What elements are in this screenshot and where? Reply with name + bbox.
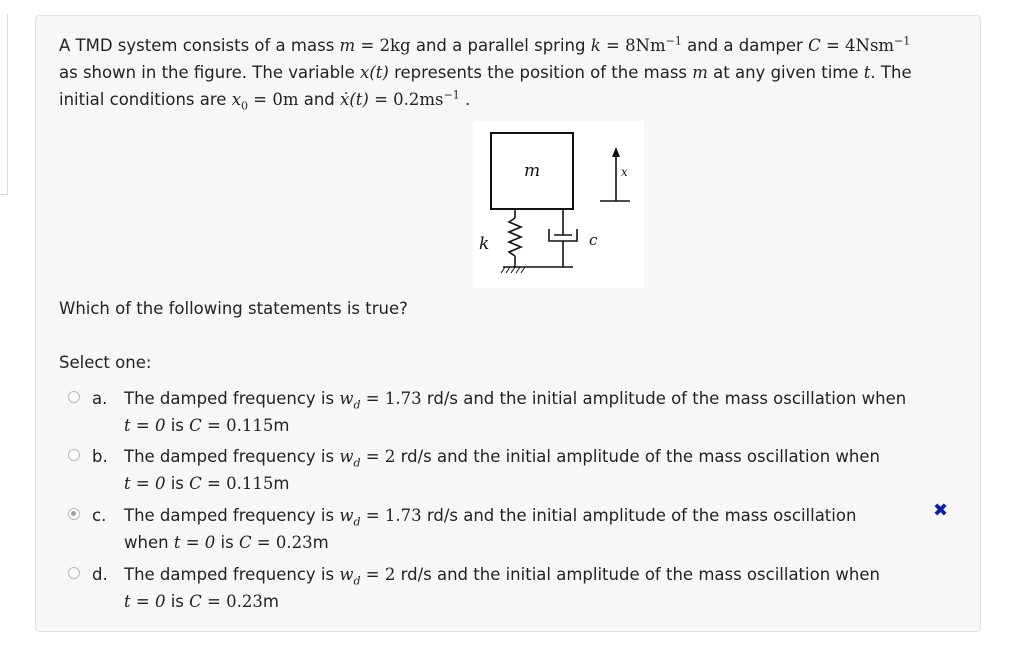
arrow-up-icon bbox=[612, 147, 620, 157]
axis-label: x bbox=[621, 165, 628, 179]
option-text: The damped frequency is $w_d = 1.73$ rd/s and the initial amplitude of the mass oscillation when t = 0 is C = 0.115m bbox=[124, 389, 907, 435]
question-text: A TMD system consists of a mass m = 2kg and a parallel spring $k = 8Nm^{-1}$ and a damper C = 4Nsm$^{-1}$ as shown in the figure. The variable x(t) represents the position of the mass m at any given time t. The initial conditions are $x_0 = 0m$ and ẋ(t) = $0.2ms^{-1}$ . bbox=[59, 34, 912, 113]
incorrect-cross-icon: ✖ bbox=[933, 500, 949, 521]
damper-label: c bbox=[589, 231, 598, 249]
option-letter: d. bbox=[92, 565, 108, 584]
radio-button-c[interactable] bbox=[68, 508, 80, 520]
option-text: The damped frequency is $w_d = 2$ rd/s and the initial amplitude of the mass oscillation when t = 0 is C = 0.115m bbox=[124, 447, 880, 493]
spring-label: k bbox=[479, 234, 490, 254]
mass-label: m bbox=[523, 161, 541, 181]
select-one-label: Select one: bbox=[59, 353, 152, 372]
option-text: The damped frequency is $w_d = 2$ rd/s and the initial amplitude of the mass oscillation when t = 0 is C = 0.23m bbox=[124, 565, 880, 611]
option-letter: b. bbox=[92, 447, 108, 466]
radio-button-b[interactable] bbox=[68, 449, 80, 461]
spring-icon bbox=[509, 218, 521, 256]
radio-button-d[interactable] bbox=[68, 567, 80, 579]
question-card bbox=[35, 15, 981, 632]
option-letter: a. bbox=[92, 389, 108, 408]
radio-button-a[interactable] bbox=[68, 391, 80, 403]
option-text: The damped frequency is $w_d = 1.73$ rd/s and the initial amplitude of the mass oscillation when t = 0 is C = 0.23m bbox=[124, 506, 857, 552]
question-prompt: Which of the following statements is true? bbox=[59, 299, 408, 318]
damper-icon bbox=[549, 209, 577, 267]
option-letter: c. bbox=[92, 506, 107, 525]
tmd-figure bbox=[473, 121, 644, 288]
side-panel-edge bbox=[0, 14, 8, 195]
ground-hatch bbox=[501, 267, 525, 273]
